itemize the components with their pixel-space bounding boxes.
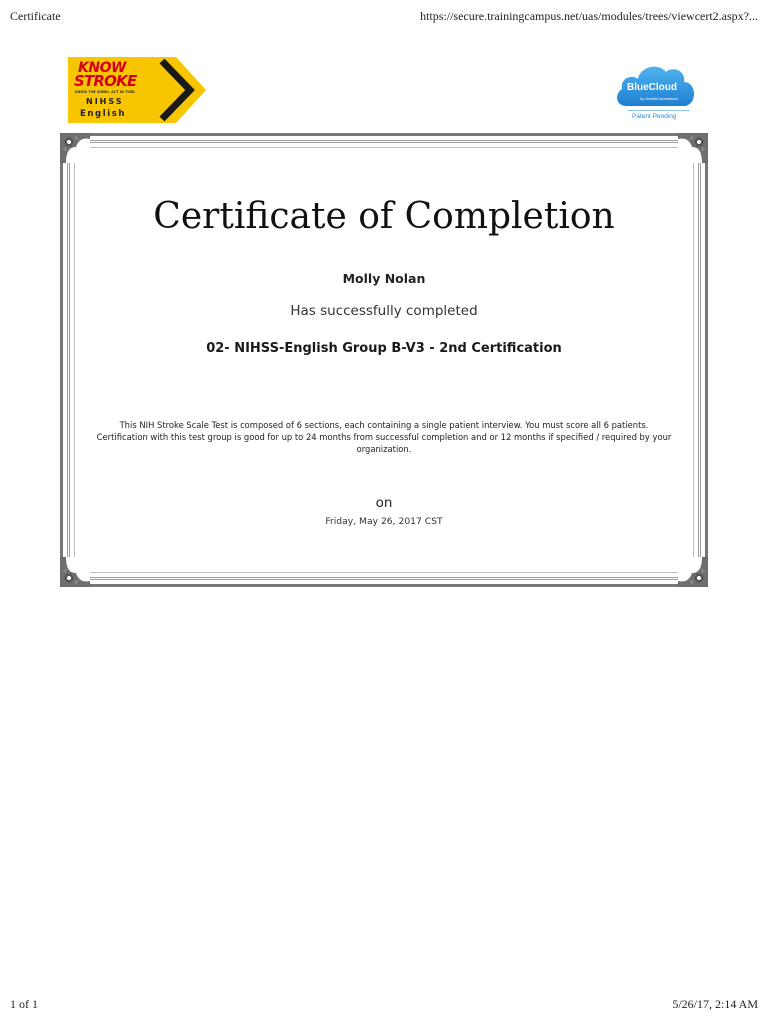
- bluecloud-patent: Patent Pending: [632, 113, 677, 120]
- print-timestamp: 5/26/17, 2:14 AM: [672, 997, 758, 1011]
- bluecloud-logo: [612, 58, 700, 124]
- know-stroke-language: English: [80, 109, 127, 119]
- completed-statement: Has successfully completed: [290, 303, 478, 319]
- print-page-title: Certificate: [10, 9, 61, 23]
- recipient-name: Molly Nolan: [342, 271, 426, 286]
- certification-description: This NIH Stroke Scale Test is composed of 6 sections, each containing a single patient interview. You must score all 6 patients. Certification with this test group is good for up to 24 months from successful completion and or 12 months if specified / required by your organization.: [96, 420, 672, 454]
- corner-ornament-icon: [60, 557, 90, 587]
- completion-date: Friday, May 26, 2017 CST: [325, 516, 443, 527]
- know-stroke-program: NIHSS: [86, 97, 124, 106]
- course-name: 02- NIHSS-English Group B-V3 - 2nd Certification: [206, 341, 562, 356]
- on-label: on: [375, 495, 393, 511]
- know-stroke-stroke: STROKE: [74, 72, 137, 90]
- know-stroke-know: KNOW: [78, 60, 126, 76]
- certificate-frame: [60, 133, 708, 587]
- corner-ornament-icon: [678, 557, 708, 587]
- bluecloud-name: BlueCloud: [627, 82, 677, 93]
- corner-ornament-icon: [678, 133, 708, 163]
- know-stroke-tagline: KNOW THE SIGNS. ACT IN TIME.: [75, 90, 136, 94]
- print-page-url: https://secure.trainingcampus.net/uas/modules/trees/viewcert2.aspx?...: [420, 9, 758, 23]
- print-page-count: 1 of 1: [10, 997, 38, 1011]
- bluecloud-byline: by HealthCarestream: [640, 96, 678, 101]
- bluecloud-divider: [628, 110, 690, 111]
- certificate-title: Certificate of Completion: [153, 196, 615, 237]
- corner-ornament-icon: [60, 133, 90, 163]
- know-stroke-logo: [68, 57, 206, 123]
